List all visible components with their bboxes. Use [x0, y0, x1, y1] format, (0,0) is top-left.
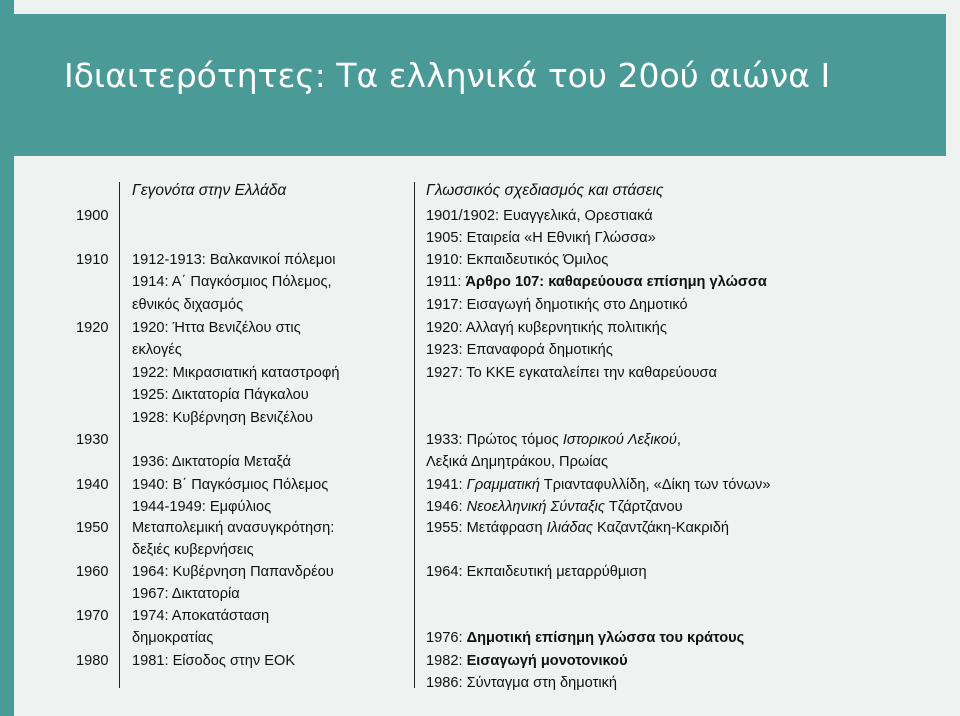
- policy-text: 1982:: [426, 653, 467, 669]
- event-line: δεξιές κυβερνήσεις: [132, 542, 254, 559]
- row-events: [132, 561, 334, 606]
- row-year: 1910: [76, 252, 109, 268]
- column-divider-policy: [414, 182, 415, 688]
- policy-line: [426, 362, 717, 384]
- events-column-header: Γεγονότα στην Ελλάδα: [132, 182, 287, 199]
- row-year: 1950: [76, 520, 109, 536]
- row-events: [132, 605, 269, 650]
- policy-line: [426, 317, 717, 339]
- row-policy: [426, 317, 717, 384]
- row-policy: [426, 249, 767, 316]
- policy-line: [426, 227, 656, 249]
- event-line: 1936: Δικτατορία Μεταξά: [132, 454, 291, 471]
- policy-line: [426, 605, 744, 627]
- policy-text: Τριανταφυλλίδη, «Δίκη των τόνων»: [540, 477, 771, 493]
- policy-line: [426, 249, 767, 271]
- policy-line: [426, 451, 681, 473]
- policy-text: 1986: Σύνταγμα στη δημοτική: [426, 675, 617, 692]
- policy-text: 1933: Πρώτος τόμος: [426, 432, 563, 448]
- timeline-table: [66, 180, 946, 690]
- policy-text: Καζαντζάκη-Κακριδή: [592, 520, 730, 536]
- policy-text: 1910: Εκπαιδευτικός Όμιλος: [426, 252, 609, 268]
- policy-text: 1901/1902: Ευαγγελικά, Ορεστιακά: [426, 208, 653, 224]
- italic-title: Γραμματική: [466, 477, 540, 493]
- event-line: 1922: Μικρασιατική καταστροφή: [132, 364, 340, 381]
- bold-text: Εισαγωγή μονοτονικού: [466, 653, 628, 669]
- policy-line: [426, 561, 647, 583]
- event-line: εκλογές: [132, 342, 182, 359]
- policy-text: 1911:: [426, 274, 466, 291]
- policy-line: [426, 474, 770, 496]
- row-policy: [426, 517, 729, 539]
- policy-line: [426, 294, 767, 316]
- policy-text: 1923: Επαναφορά δημοτικής: [426, 342, 613, 359]
- event-line: [132, 429, 291, 451]
- policy-line: [426, 650, 628, 672]
- event-line: 1914: Α΄ Παγκόσμιος Πόλεμος,: [132, 274, 332, 291]
- event-line: Μεταπολεμική ανασυγκρότηση:: [132, 520, 335, 536]
- policy-text: 1905: Εταιρεία «Η Εθνική Γλώσσα»: [426, 230, 656, 247]
- policy-text: 1976:: [426, 630, 467, 647]
- policy-line: [426, 205, 656, 227]
- italic-title: Νεοελληνική Σύνταξις: [466, 499, 606, 516]
- row-events: [132, 474, 328, 519]
- row-policy: [426, 561, 647, 583]
- policy-line: [426, 496, 770, 518]
- policy-line: [426, 271, 767, 293]
- event-line: δημοκρατίας: [132, 630, 214, 647]
- row-events: [132, 317, 340, 429]
- policy-line: [426, 429, 681, 451]
- policy-column-header: Γλωσσικός σχεδιασμός και στάσεις: [426, 182, 664, 199]
- row-policy: [426, 605, 744, 650]
- row-policy: [426, 205, 656, 250]
- policy-text: 1927: Το ΚΚΕ εγκαταλείπει την καθαρεύουσα: [426, 364, 717, 381]
- row-events: [132, 429, 291, 474]
- event-line: 1925: Δικτατορία Πάγκαλου: [132, 387, 309, 404]
- event-line: 1981: Είσοδος στην ΕΟΚ: [132, 653, 296, 669]
- row-events: [132, 517, 334, 562]
- row-year: 1980: [76, 653, 109, 669]
- row-year: 1960: [76, 564, 109, 580]
- event-line: εθνικός διχασμός: [132, 296, 244, 313]
- row-year: 1940: [76, 477, 109, 493]
- row-year: 1930: [76, 432, 109, 448]
- event-line: 1944-1949: Εμφύλιος: [132, 499, 272, 516]
- page-title: Ιδιαιτερότητες: Τα ελληνικά του 20ού αιώνα Ι: [64, 56, 831, 95]
- policy-line: [426, 517, 729, 539]
- row-policy: [426, 429, 681, 474]
- row-year: 1970: [76, 608, 109, 624]
- event-line: 1912-1913: Βαλκανικοί πόλεμοι: [132, 252, 336, 268]
- row-events: [132, 249, 335, 316]
- event-line: 1964: Κυβέρνηση Παπανδρέου: [132, 564, 334, 580]
- policy-text: 1941:: [426, 477, 467, 493]
- policy-text: 1920: Αλλαγή κυβερνητικής πολιτικής: [426, 320, 667, 336]
- row-year: 1900: [76, 208, 109, 224]
- policy-text: 1964: Εκπαιδευτική μεταρρύθμιση: [426, 564, 647, 580]
- row-policy: [426, 474, 770, 519]
- policy-line: [426, 627, 744, 649]
- event-line: 1940: Β΄ Παγκόσμιος Πόλεμος: [132, 477, 329, 493]
- bold-text: Άρθρο 107: καθαρεύουσα επίσημη γλώσσα: [465, 274, 767, 291]
- event-line: 1920: Ήττα Βενιζέλου στις: [132, 320, 301, 336]
- policy-line: [426, 672, 628, 694]
- event-line: 1974: Αποκατάσταση: [132, 608, 270, 624]
- left-accent-strip: [0, 0, 14, 716]
- bold-text: Δημοτική επίσημη γλώσσα του κράτους: [466, 630, 745, 647]
- event-line: 1967: Δικτατορία: [132, 586, 240, 603]
- policy-text: 1955: Μετάφραση: [426, 520, 547, 536]
- policy-line: [426, 339, 717, 361]
- row-events: [132, 650, 295, 672]
- italic-title: Ιλιάδας: [546, 520, 593, 536]
- row-policy: [426, 650, 628, 695]
- policy-text: ,: [676, 432, 681, 448]
- policy-text: 1946:: [426, 499, 467, 516]
- policy-text: Τζάρτζανου: [605, 499, 683, 516]
- policy-text: Λεξικά Δημητράκου, Πρωίας: [426, 454, 609, 471]
- italic-title: Ιστορικού Λεξικού: [562, 432, 677, 448]
- event-line: 1928: Κυβέρνηση Βενιζέλου: [132, 409, 313, 426]
- column-divider-years: [119, 182, 120, 688]
- row-year: 1920: [76, 320, 109, 336]
- policy-text: 1917: Εισαγωγή δημοτικής στο Δημοτικό: [426, 296, 688, 313]
